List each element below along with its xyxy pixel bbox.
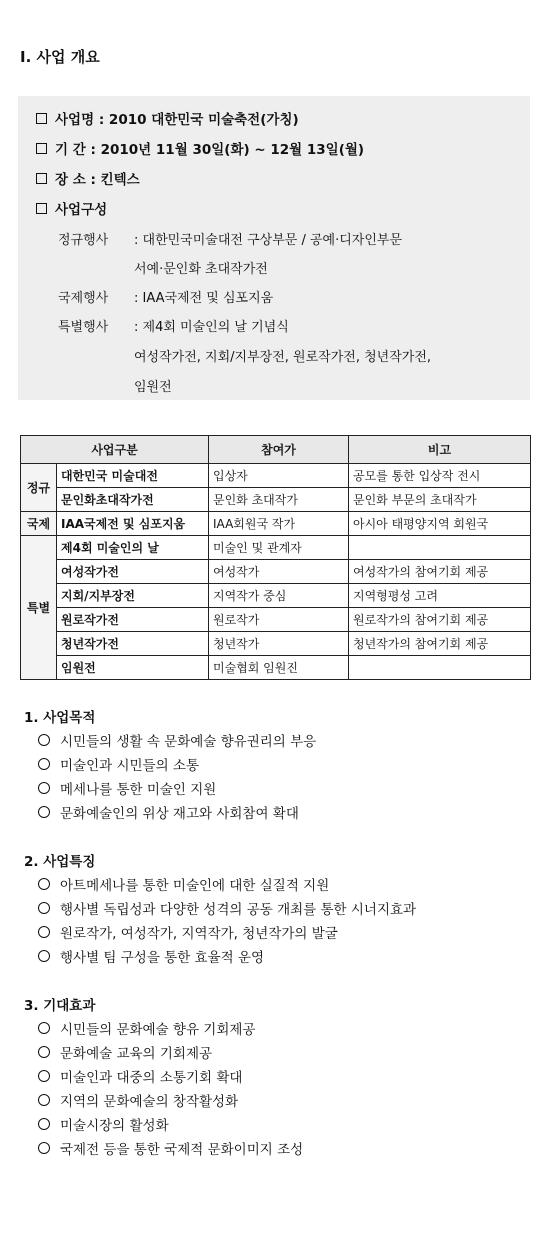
- checkbox-square-icon: [36, 173, 47, 184]
- special-value-2: 여성작가전, 지회/지부장전, 원로작가전, 청년작가전,: [134, 350, 432, 365]
- list-item: [38, 730, 316, 750]
- list-item: [38, 1138, 303, 1158]
- name-value: : 2010 대한민국 미술축전(가칭): [98, 112, 299, 128]
- section-title: 2. 사업특징: [24, 854, 96, 870]
- special-event-line: [58, 316, 289, 335]
- table-cell: IAA회원국 작가: [209, 512, 349, 536]
- table-header-row: [21, 436, 531, 464]
- list-item: [38, 1114, 169, 1134]
- list-item-text: 미술시장의 활성화: [60, 1118, 169, 1134]
- table-cell: 청년작가의 참여기회 제공: [349, 632, 531, 656]
- section-title: 3. 기대효과: [24, 998, 96, 1014]
- list-item-text: 문화예술인의 위상 재고와 사회참여 확대: [60, 806, 299, 822]
- period-value: : 2010년 11월 30일(화) ~ 12월 13일(월): [90, 142, 365, 158]
- table-cell: [349, 536, 531, 560]
- table-cell: 문인화 초대작가: [209, 488, 349, 512]
- checkbox-square-icon: [36, 113, 47, 124]
- circle-bullet-icon: [38, 1022, 50, 1034]
- table-cell: 문인화초대작가전: [57, 488, 209, 512]
- list-item: [38, 754, 199, 774]
- name-label: 사업명: [55, 112, 95, 128]
- circle-bullet-icon: [38, 806, 50, 818]
- checkbox-square-icon: [36, 203, 47, 214]
- table-row: [21, 560, 531, 584]
- group-label: 정규: [21, 464, 57, 512]
- list-item-text: 시민들의 문화예술 향유 기회제공: [60, 1022, 256, 1038]
- table-cell: 문인화 부문의 초대작가: [349, 488, 531, 512]
- circle-bullet-icon: [38, 902, 50, 914]
- circle-bullet-icon: [38, 782, 50, 794]
- table-cell: 여성작가의 참여기회 제공: [349, 560, 531, 584]
- circle-bullet-icon: [38, 758, 50, 770]
- table-cell: 여성작가전: [57, 560, 209, 584]
- structure-label: 사업구성: [55, 202, 108, 218]
- list-item: [38, 922, 338, 942]
- table-cell: 제4회 미술인의 날: [57, 536, 209, 560]
- table-cell: IAA국제전 및 심포지움: [57, 512, 209, 536]
- table-cell: [349, 656, 531, 680]
- table-cell: 여성작가: [209, 560, 349, 584]
- special-value-3: 임원전: [134, 380, 172, 395]
- group-label: 국제: [21, 512, 57, 536]
- table-cell: 청년작가전: [57, 632, 209, 656]
- list-item: [38, 1018, 255, 1038]
- table-row: [21, 464, 531, 488]
- table-cell: 입상자: [209, 464, 349, 488]
- list-item-text: 메세나를 통한 미술인 지원: [60, 782, 217, 798]
- regular-event-line: [58, 229, 402, 248]
- table-cell: 청년작가: [209, 632, 349, 656]
- list-item: [38, 1042, 212, 1062]
- list-item-text: 행사별 팀 구성을 통한 효율적 운영: [60, 950, 265, 966]
- table-cell: 임원전: [57, 656, 209, 680]
- table-row: [21, 632, 531, 656]
- list-item-text: 미술인과 대중의 소통기회 확대: [60, 1070, 243, 1086]
- table-cell: 미술협회 임원진: [209, 656, 349, 680]
- regular-value-1: : 대한민국미술대전 구상부문 / 공예·디자인부문: [134, 233, 403, 248]
- list-item-text: 지역의 문화예술의 창작활성화: [60, 1094, 239, 1110]
- group-label: 특별: [21, 536, 57, 680]
- special-label: 특별행사: [58, 320, 109, 335]
- list-item-text: 문화예술 교육의 기회제공: [60, 1046, 213, 1062]
- list-item-text: 미술인과 시민들의 소통: [60, 758, 199, 774]
- checkbox-square-icon: [36, 143, 47, 154]
- overview-structure: [36, 198, 107, 218]
- table-header: 비고: [349, 436, 531, 464]
- circle-bullet-icon: [38, 1118, 50, 1130]
- circle-bullet-icon: [38, 1046, 50, 1058]
- table-cell: 지회/지부장전: [57, 584, 209, 608]
- list-item-text: 시민들의 생활 속 문화예술 향유권리의 부응: [60, 734, 317, 750]
- list-item-text: 국제전 등을 통한 국제적 문화이미지 조성: [60, 1142, 304, 1158]
- table-row: [21, 584, 531, 608]
- overview-period: [36, 138, 364, 158]
- table-row: [21, 608, 531, 632]
- list-item: [38, 898, 416, 918]
- table-header: 참여가: [209, 436, 349, 464]
- table-cell: 지역형평성 고려: [349, 584, 531, 608]
- circle-bullet-icon: [38, 734, 50, 746]
- regular-label: 정규행사: [58, 233, 109, 248]
- list-item-text: 아트메세나를 통한 미술인에 대한 실질적 지원: [60, 878, 330, 894]
- intl-value: : IAA국제전 및 심포지움: [134, 291, 274, 306]
- table-cell: 원로작가전: [57, 608, 209, 632]
- overview-name: [36, 108, 299, 128]
- list-item: [38, 946, 264, 966]
- table-cell: 원로작가의 참여기회 제공: [349, 608, 531, 632]
- list-item: [38, 874, 329, 894]
- table-row: [21, 488, 531, 512]
- circle-bullet-icon: [38, 878, 50, 890]
- circle-bullet-icon: [38, 1142, 50, 1154]
- table-row: [21, 512, 531, 536]
- intl-label: 국제행사: [58, 291, 109, 306]
- period-label: 기 간: [55, 142, 86, 158]
- list-item: [38, 778, 216, 798]
- table-header: 사업구분: [21, 436, 209, 464]
- list-item: [38, 1090, 238, 1110]
- table-cell: 지역작가 중심: [209, 584, 349, 608]
- table-row: [21, 536, 531, 560]
- table-cell: 원로작가: [209, 608, 349, 632]
- list-item: [38, 802, 299, 822]
- circle-bullet-icon: [38, 1070, 50, 1082]
- overview-place: [36, 168, 140, 188]
- special-value-1: : 제4회 미술인의 날 기념식: [134, 320, 289, 335]
- place-label: 장 소: [55, 172, 86, 188]
- list-item-text: 원로작가, 여성작가, 지역작가, 청년작가의 발굴: [60, 926, 338, 942]
- circle-bullet-icon: [38, 1094, 50, 1106]
- list-item-text: 행사별 독립성과 다양한 성격의 공동 개최를 통한 시너지효과: [60, 902, 417, 918]
- list-item: [38, 1066, 242, 1086]
- table-cell: 공모를 통한 입상작 전시: [349, 464, 531, 488]
- regular-value-2: 서예·문인화 초대작가전: [134, 262, 268, 277]
- page-heading: I. 사업 개요: [20, 48, 100, 66]
- place-value: : 킨텍스: [90, 172, 140, 188]
- table-cell: 미술인 및 관계자: [209, 536, 349, 560]
- event-table: [20, 435, 531, 680]
- circle-bullet-icon: [38, 950, 50, 962]
- section-title: 1. 사업목적: [24, 710, 96, 726]
- intl-event-line: [58, 287, 273, 306]
- table-row: [21, 656, 531, 680]
- table-cell: 대한민국 미술대전: [57, 464, 209, 488]
- table-cell: 아시아 태평양지역 회원국: [349, 512, 531, 536]
- circle-bullet-icon: [38, 926, 50, 938]
